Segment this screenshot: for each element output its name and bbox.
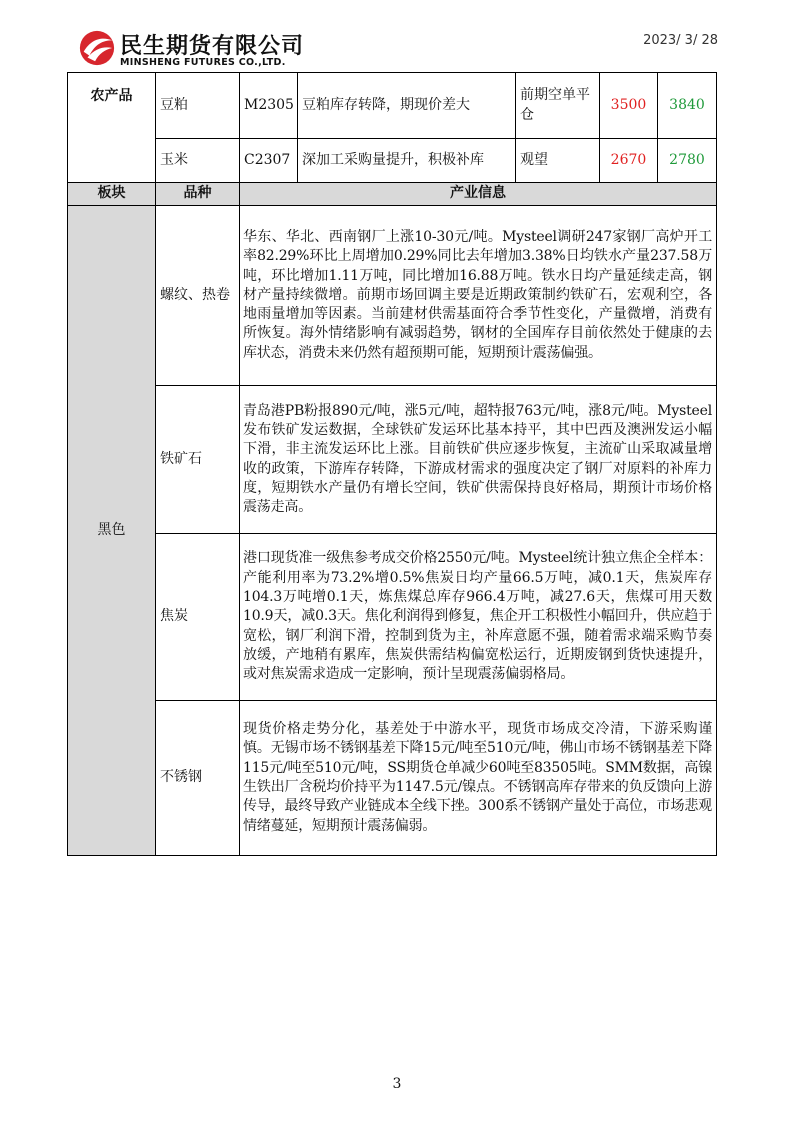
- table-row: [68, 701, 717, 856]
- company-name-cn: 民生期货有限公司: [120, 34, 305, 59]
- price-b-cell: 3840: [658, 73, 717, 139]
- code-cell: C2307: [240, 139, 298, 183]
- header-info: 产业信息: [240, 183, 717, 206]
- price-a-cell: 3500: [600, 73, 658, 139]
- table-header-row: [68, 183, 717, 206]
- header-sector: 板块: [68, 183, 156, 206]
- report-date: 2023/ 3/ 28: [643, 33, 718, 48]
- table-row: [68, 73, 717, 139]
- sector-cell: 农产品: [68, 73, 156, 183]
- company-name-en: MINSHENG FUTURES CO.,LTD.: [120, 57, 286, 68]
- minsheng-logo-icon: [78, 29, 116, 67]
- variety-cell: 螺纹、热卷: [156, 206, 240, 386]
- table-row: [68, 386, 717, 534]
- variety-cell: 玉米: [156, 139, 240, 183]
- info-cell: 豆粕库存转降，期现价差大: [298, 73, 516, 139]
- variety-cell: 不锈钢: [156, 701, 240, 856]
- info-cell: 深加工采购量提升，积极补库: [298, 139, 516, 183]
- advice-cell: 观望: [516, 139, 600, 183]
- black-table: [67, 182, 717, 856]
- variety-cell: 豆粕: [156, 73, 240, 139]
- table-row: [68, 139, 717, 183]
- advice-cell: 前期空单平仓: [516, 73, 600, 139]
- agri-table: [67, 72, 717, 183]
- header-variety: 品种: [156, 183, 240, 206]
- info-cell: 现货价格走势分化，基差处于中游水平，现货市场成交冷清，下游采购谨慎。无锡市场不锈钢基差下降15元/吨至510元/吨，佛山市场不锈钢基差下降115元/吨至510元/吨，SS期货仓单减少60吨至83505吨。SMM数据，高镍生铁出厂含税均价持平为1147.5元/镍点。不锈钢高库存带来的负反馈向上游传导，最终导致产业链成本全线下挫。300系不锈钢产量处于高位，市场悲观情绪蔓延，短期预计震荡偏弱。: [240, 701, 717, 856]
- price-a-cell: 2670: [600, 139, 658, 183]
- price-b-cell: 2780: [658, 139, 717, 183]
- info-cell: 青岛港PB粉报890元/吨，涨5元/吨，超特报763元/吨，涨8元/吨。Mysteel发布铁矿发运数据，全球铁矿发运环比基本持平，其中巴西及澳洲发运小幅下滑，非主流发运环比上涨。目前铁矿供应逐步恢复，主流矿山采取减量增收的政策，下游库存转降，下游成材需求的强度决定了钢厂对原料的补库力度，短期铁水产量仍有增长空间，铁矿供需保持良好格局，期预计市场价格震荡走高。: [240, 386, 717, 534]
- variety-cell: 焦炭: [156, 534, 240, 701]
- variety-cell: 铁矿石: [156, 386, 240, 534]
- sector-cell: 黑色: [68, 206, 156, 856]
- page-number: 3: [392, 1076, 402, 1092]
- code-cell: M2305: [240, 73, 298, 139]
- page-header: [78, 27, 728, 73]
- info-cell: 华东、华北、西南钢厂上涨10-30元/吨。Mysteel调研247家钢厂高炉开工率82.29%环比上周增加0.29%同比去年增加3.38%日均铁水产量237.58万吨，环比增加1.11万吨，同比增加16.88万吨。铁水日均产量延续走高，钢材产量持续微增。前期市场回调主要是近期政策制约铁矿石，宏观利空，各地雨量增加等因素。当前建材供需基面符合季节性变化，产量微增，消费有所恢复。海外情绪影响有减弱趋势，钢材的全国库存目前依然处于健康的去库状态，消费未来仍然有超预期可能，短期预计震荡偏强。: [240, 206, 717, 386]
- table-row: [68, 206, 717, 386]
- table-row: [68, 534, 717, 701]
- info-cell: 港口现货准一级焦参考成交价格2550元/吨。Mysteel统计独立焦企全样本：产能利用率为73.2%增0.5%焦炭日均产量66.5万吨，减0.1天，焦炭库存104.3万吨增0.1天，炼焦煤总库存966.4万吨，减27.6天，焦煤可用天数10.9天，减0.3天。焦化利润得到修复，焦企开工积极性小幅回升，供应趋于宽松，钢厂利润下滑，控制到货为主，补库意愿不强，随着需求端采购节奏放缓，产地稍有累库，焦炭供需结构偏宽松运行，近期废钢到货快速提升，或对焦炭需求造成一定影响，预计呈现震荡偏弱格局。: [240, 534, 717, 701]
